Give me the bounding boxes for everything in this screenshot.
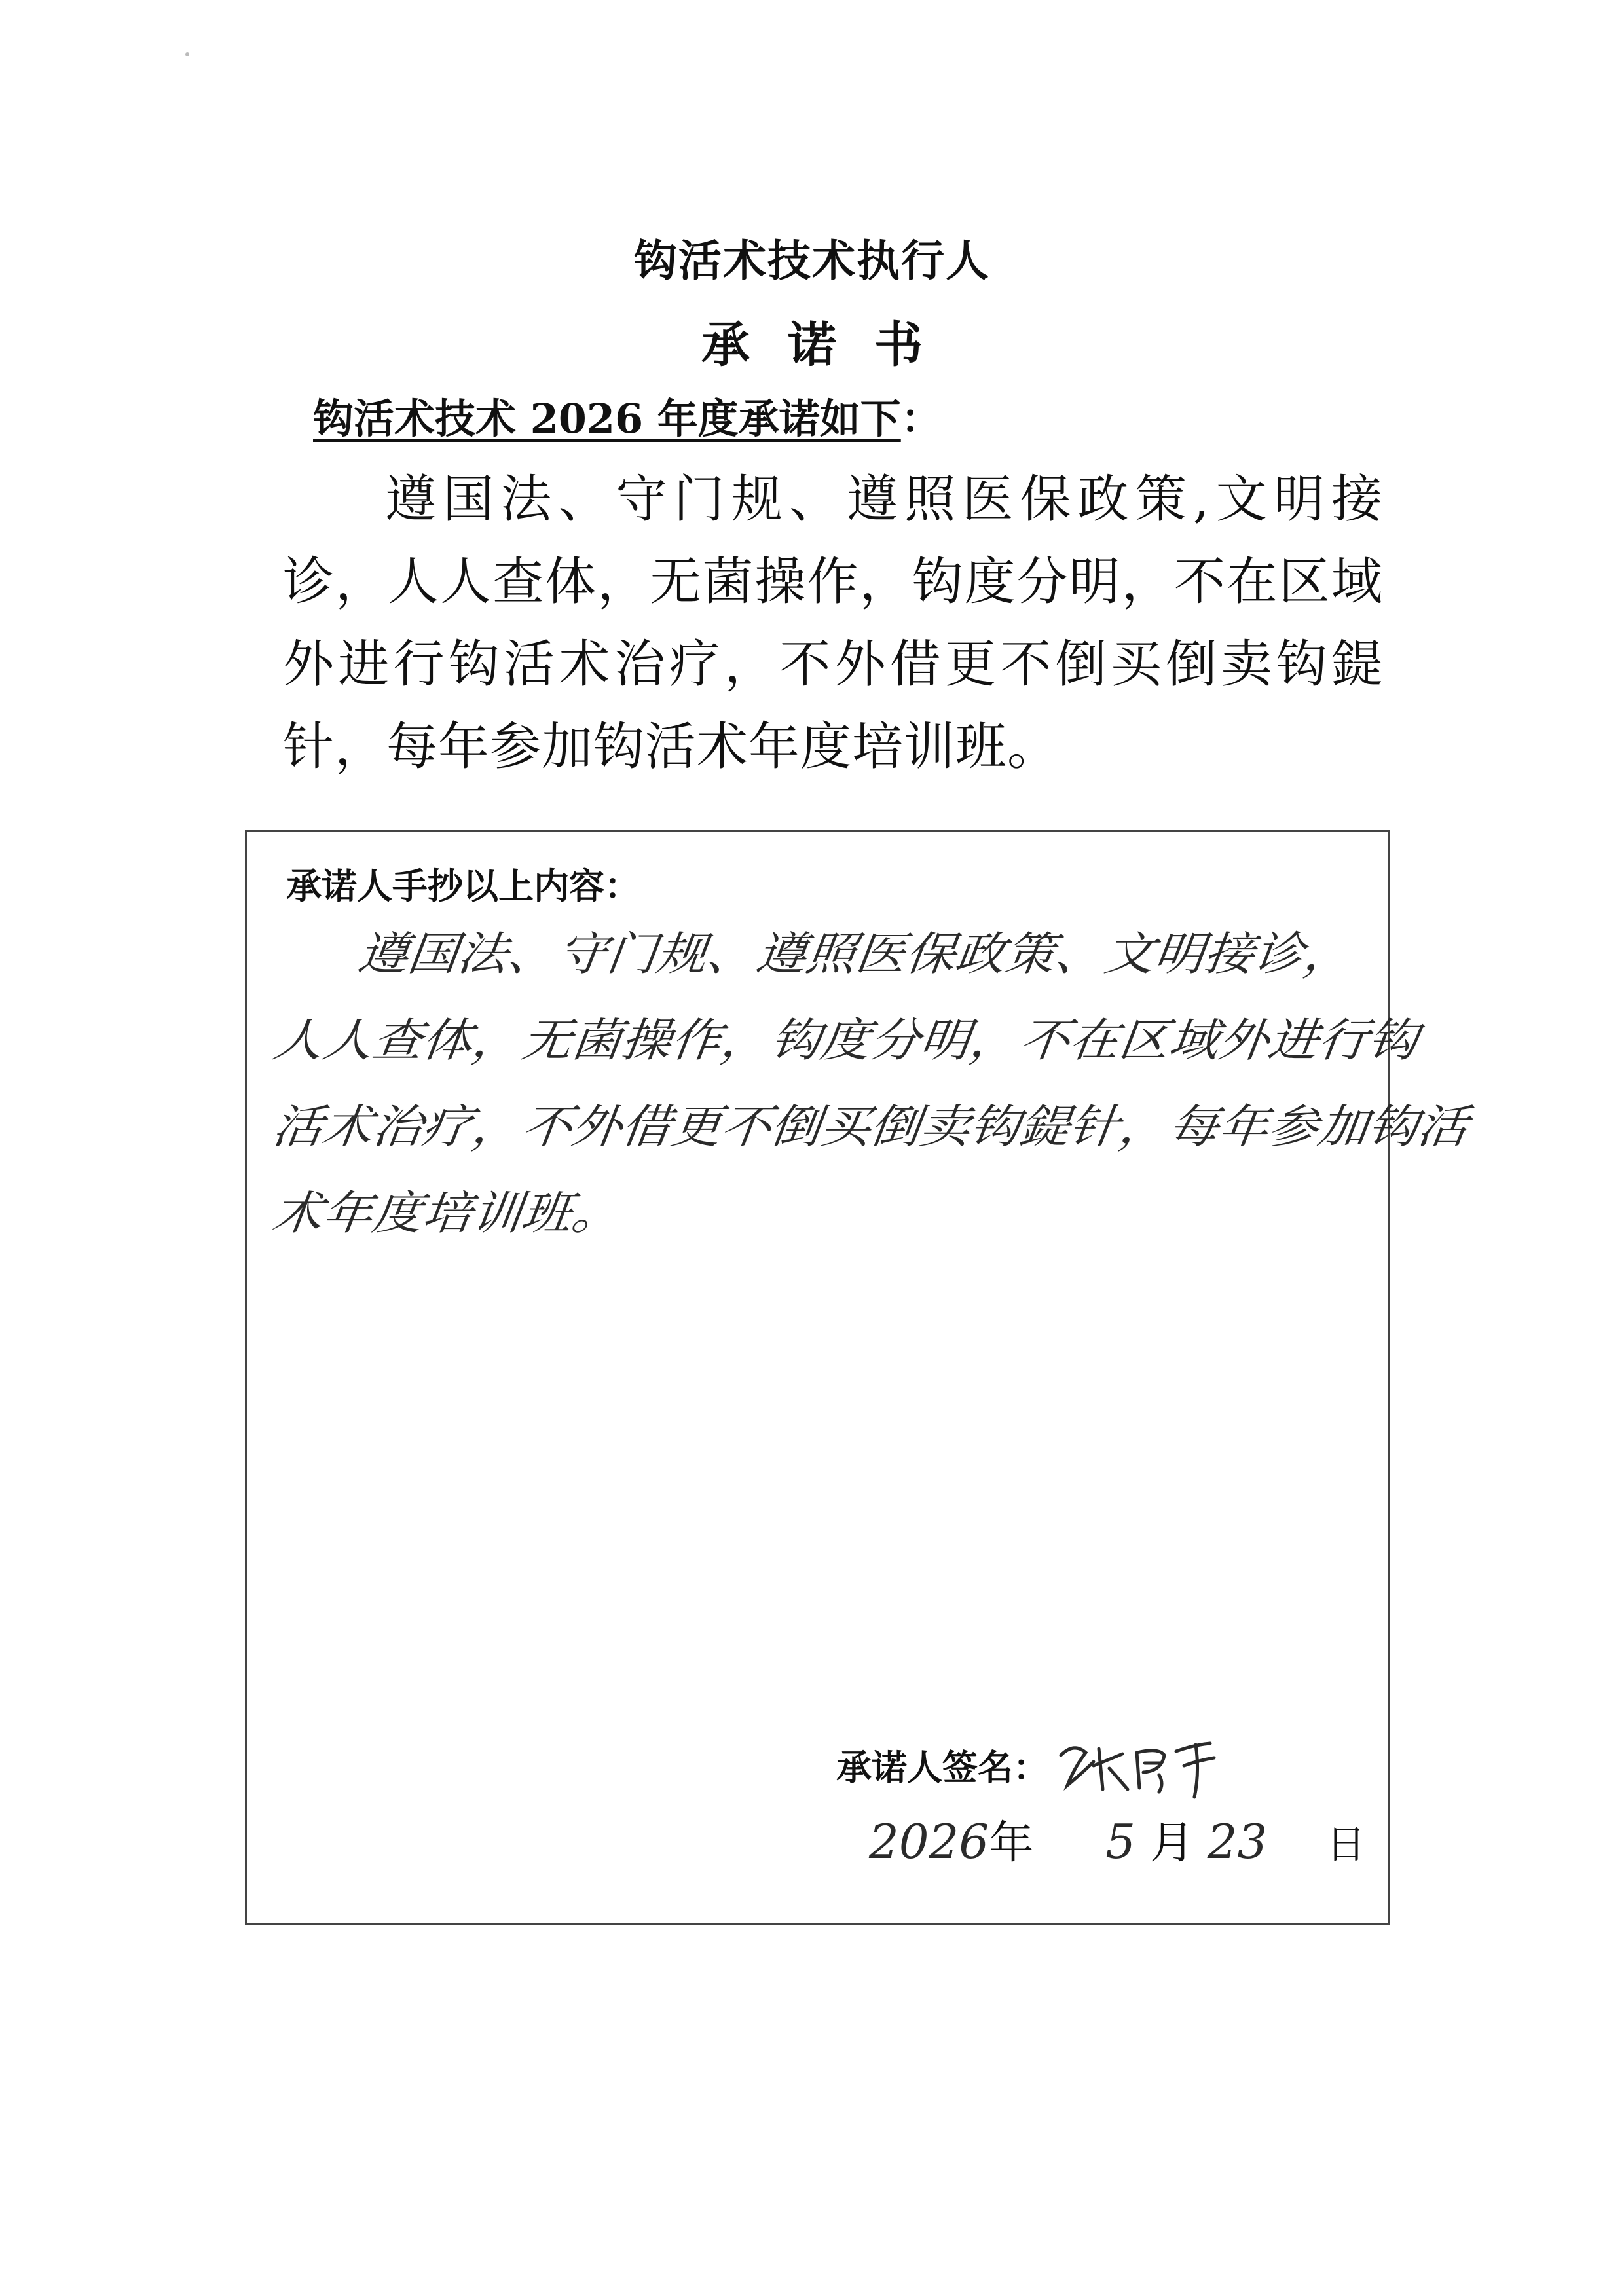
date-year-unit: 年 [989, 1817, 1034, 1869]
handwritten-line: 术年度培训班。 [270, 1186, 625, 1240]
document-subtitle: 承诺书 [701, 317, 961, 373]
date-day-unit: 日 [1326, 1822, 1366, 1868]
commitment-heading [313, 386, 942, 445]
signing-date [869, 1808, 1365, 1871]
date-year: 2026 [869, 1814, 989, 1869]
handwritten-copy [270, 911, 1471, 1256]
commitment-heading-colon: ： [900, 395, 942, 443]
date-month: 5 [1105, 1814, 1136, 1869]
scan-speck [185, 52, 189, 56]
signature-label: 承诺人签名： [836, 1747, 1048, 1789]
handwritten-line: 活术治疗，不外借更不倒买倒卖钩鍉针，每年参加钩活 [270, 1099, 1471, 1154]
commitment-body: 遵国法、守门规、遵照医保政策,文明接诊，人人查体，无菌操作，钩度分明，不在区域外进行钩活术治疗，不外借更不倒买倒卖钩鍉针，每年参加钩活术年度培训班。 [283, 470, 1383, 776]
handwritten-line: 遵国法、守门规、遵照医保政策、文明接诊， [355, 926, 1357, 981]
commitment-heading-text: 钩活术技术 2026 年度承诺如下 [313, 395, 901, 443]
signature-row [836, 1729, 1225, 1801]
date-day: 23 [1207, 1814, 1268, 1869]
date-month-unit: 月 [1149, 1817, 1194, 1869]
document-title: 钩活术技术执行人 [634, 235, 990, 286]
handwritten-signature [1054, 1729, 1225, 1801]
handwritten-line: 人人查体，无菌操作，钩度分明，不在区域外进行钩 [270, 1013, 1421, 1067]
copy-box-label: 承诺人手抄以上内容： [286, 866, 640, 907]
handwritten-copy-box [245, 830, 1471, 1925]
